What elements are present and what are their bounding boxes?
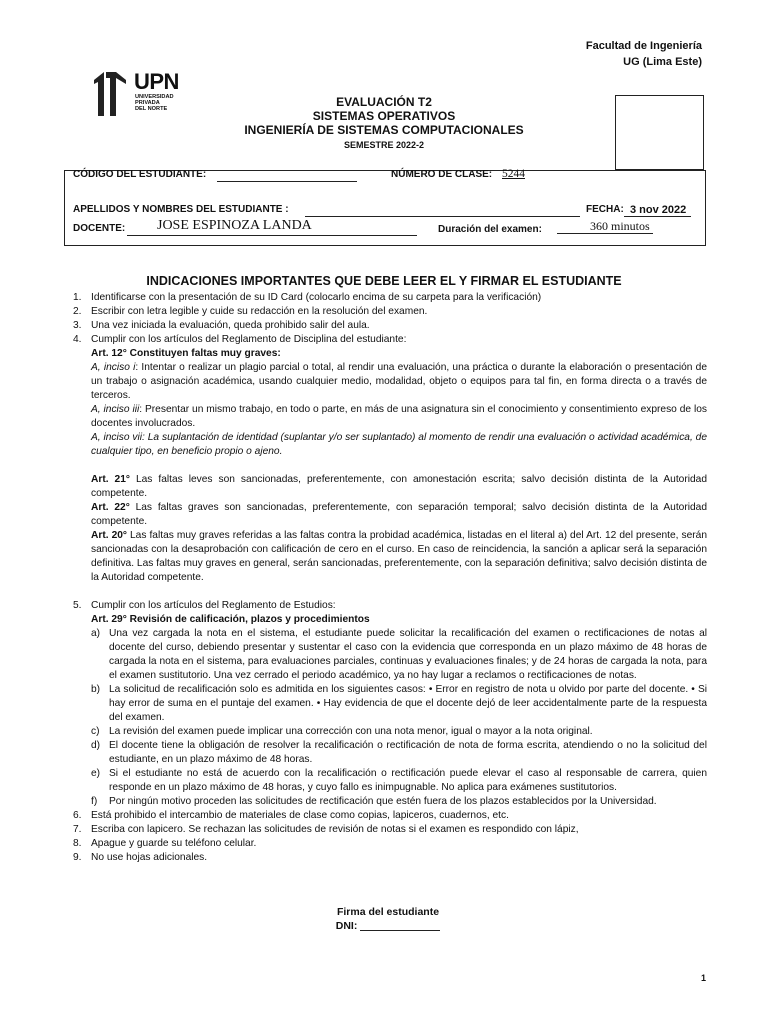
sub-item-letter: e) [91,768,101,779]
list-item [73,599,707,613]
art22 [73,501,707,529]
item-text: Cumplir con los artículos del Reglamento de Estudios: [91,600,336,611]
sub-item-text: Por ningún motivo proceden las solicitudes de rectificación que estén fuera de los plazos establecidos por la Universidad. [109,796,657,807]
sub-item [73,683,707,725]
codigo-field[interactable] [217,180,357,182]
art21-text: Las faltas leves son sancionadas, preferentemente, con amonestación escrita; salvo decisión distinta de la Autoridad competente. [91,474,707,499]
clase-value: 5244 [502,168,525,180]
art12-b-label: A, inciso iii [91,404,140,415]
item-text: Escriba con lapicero. Se rechazan las solicitudes de revisión de notas si el examen es respondido con lápiz, [91,824,579,835]
art12-b-text: : Presentar un mismo trabajo, en todo o parte, en más de una asignatura sin el conocimiento y consentimiento expreso de los docentes involucrados. [91,404,707,429]
art20-label: Art. 20° [91,530,127,541]
sub-item-text: Una vez cargada la nota en el sistema, el estudiante puede solicitar la recalificación del examen o rectificaciones de notas al docente del curso, debiendo presentar y sustentar el caso con la evidencia que corresponda en un plazo máximo de 48 horas de cargada la nota en el sistema, para evaluaciones parciales, continuas y evaluaciones finales; y de 24 horas de cargada la nota, para el examen sustitutorio. Una vez cerrado el periodo académico, ya no hay lugar a reclamos o rectificaciones de notas. [109,628,707,681]
list-item [73,291,707,305]
sub-item [73,767,707,795]
fecha-value: 3 nov 2022 [630,204,687,216]
art22-label: Art. 22° [91,502,130,513]
logo-sub-line: PRIVADA [135,100,160,106]
item-number: 6. [73,810,82,821]
item-number: 8. [73,838,82,849]
art12-title: Art. 12° Constituyen faltas muy graves: [91,348,281,359]
instructions-title: INDICACIONES IMPORTANTES QUE DEBE LEER EL Y FIRMAR EL ESTUDIANTE [146,274,622,288]
list-item [73,851,707,865]
logo-sub-line: DEL NORTE [135,106,168,112]
apellidos-field[interactable] [305,215,580,217]
semester: SEMESTRE 2022-2 [343,140,425,150]
fecha-underline [624,215,691,217]
item-number: 5. [73,600,82,611]
page-number: 1 [700,973,706,983]
duracion-field [557,232,653,234]
list-item [73,823,707,837]
item-number: 7. [73,824,82,835]
item-text: Identificarse con la presentación de su ID Card (colocarlo encima de su carpeta para la verificación) [91,292,542,303]
dni-label: DNI: [335,920,358,932]
sub-item [73,627,707,683]
art20 [73,529,707,585]
photo-box [615,95,704,170]
item-text: Apague y guarde su teléfono celular. [91,838,257,849]
campus-name: UG (Lima Este) [623,56,702,68]
program-name: INGENIERÍA DE SISTEMAS COMPUTACIONALES [244,123,524,137]
item-text: Una vez iniciada la evaluación, queda prohibido salir del aula. [91,320,370,331]
sub-item-text: Si el estudiante no está de acuerdo con la recalificación o rectificación puede elevar el caso al responsable de carrera, quien responde en un plazo máximo de 48 horas, y cuyo fallo es inimpugnable. No aplica para exámenes sustitutorios. [109,768,707,793]
item-number: 4. [73,334,82,345]
art21-label: Art. 21° [91,474,130,485]
item-text: Está prohibido el intercambio de materiales de clase como copias, lapiceros, cuadernos, etc. [91,810,509,821]
sub-item-letter: b) [91,684,101,695]
docente-value: JOSE ESPINOZA LANDA [157,218,312,233]
course-name: SISTEMAS OPERATIVOS [312,109,456,123]
signature-label: Firma del estudiante [336,906,440,918]
art12-a-label: A, inciso i [91,362,136,373]
logo-sub-line: UNIVERSIDAD [135,94,174,100]
item-number: 9. [73,852,82,863]
duracion-value: 360 minutos [590,219,650,233]
list-item [73,319,707,333]
art21 [73,473,707,501]
sub-item-letter: d) [91,740,101,751]
sub-item-text: La revisión del examen puede implicar una corrección con una nota menor, igual o mayor a la nota original. [109,726,593,737]
sub-item-text: El docente tiene la obligación de resolver la recalificación o rectificación de nota de forma escrita, atendiendo o no la solicitud del estudiante, en un plazo máximo de 48 horas. [109,740,707,765]
duracion-label: Duración del examen: [438,224,542,235]
list-item [73,305,707,319]
exam-title: EVALUACIÓN T2 [336,95,432,109]
art12-a [73,361,707,403]
docente-label: DOCENTE: [73,223,126,234]
codigo-label: CÓDIGO DEL ESTUDIANTE: [73,169,207,180]
sub-item-text: La solicitud de recalificación solo es admitida en los siguientes casos: • Error en registro de nota u olvido por parte del docente. • Si hay error de suma en el puntaje del examen. • Hay evidencia de que el docente dejó de leer accidentalmente parte de la respuesta del examen. [109,684,707,723]
student-info-box [64,170,706,246]
list-item [73,333,707,347]
item-text: No use hojas adicionales. [91,852,208,863]
art12-c: A, inciso vii: La suplantación de identidad (suplantar y/o ser suplantado) al momento de rendir una evaluación o actividad académica, de cualquier tipo, en beneficio propio o ajeno. [91,432,707,457]
signature-block [0,905,768,933]
sub-item [73,795,707,809]
logo-brand: UPN [134,69,179,94]
art12-a-text: : Intentar o realizar un plagio parcial o total, al rendir una evaluación, una práctica o durante la elaboración o presentación de un trabajo o asignación académica, usando cualquier medio, modalidad, objeto o equipos para tal fin, en forma directa o a través de terceros. [91,362,707,401]
art12-b [73,403,707,431]
art29-title: Art. 29° Revisión de calificación, plazos y procedimientos [91,614,370,625]
clase-label: NÚMERO DE CLASE: [391,169,493,180]
docente-field[interactable] [127,234,417,236]
item-text: Cumplir con los artículos del Reglamento de Disciplina del estudiante: [91,334,407,345]
list-item [73,837,707,851]
dni-field[interactable] [360,930,440,931]
item-number: 3. [73,320,82,331]
item-text: Escribir con letra legible y cuide su redacción en la resolución del examen. [91,306,428,317]
fecha-label: FECHA: [586,204,624,215]
apellidos-label: APELLIDOS Y NOMBRES DEL ESTUDIANTE : [73,204,289,215]
sub-item-letter: a) [91,628,101,639]
sub-item-letter: f) [91,796,98,807]
item-number: 2. [73,306,82,317]
list-item [73,809,707,823]
instructions-list [73,291,707,865]
sub-item-letter: c) [91,726,100,737]
art20-text: Las faltas muy graves referidas a las faltas contra la probidad académica, listadas en el literal a) del Art. 12 del presente, serán sancionadas con la desaprobación con calificación de cero en el curso. En caso de reincidencia, la sanción a aplicar será la separación definitiva. Las faltas muy graves en general, serán sancionadas, preferentemente, con la separación definitiva; salvo decisión distinta de la Autoridad competente. [91,530,707,583]
sub-item [73,725,707,739]
art22-text: Las faltas graves son sancionadas, preferentemente, con separación temporal; salvo decisión distinta de la Autoridad competente. [91,502,707,527]
item-number: 1. [73,292,82,303]
sub-item [73,739,707,767]
faculty-name: Facultad de Ingeniería [585,40,702,52]
faculty-header [586,38,702,70]
dni-line [0,919,768,933]
